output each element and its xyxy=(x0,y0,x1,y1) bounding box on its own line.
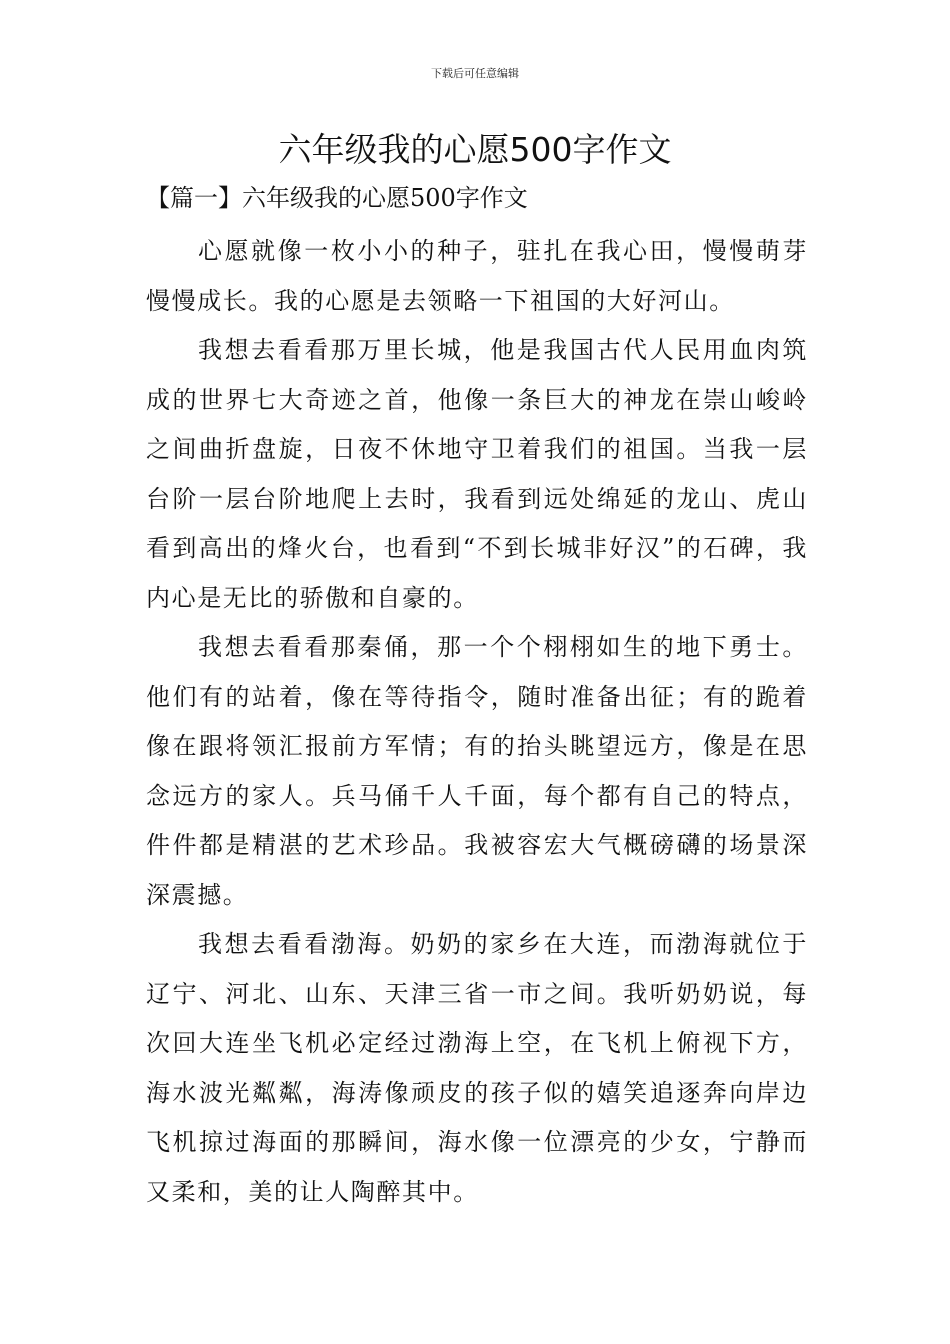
document-title: 六年级我的心愿500字作文 xyxy=(278,130,672,169)
paragraph-1: 心愿就像一枚小小的种子，驻扎在我心田，慢慢萌芽慢慢成长。我的心愿是去领略一下祖国的大好河山。 xyxy=(146,237,808,315)
paragraph-4: 我想去看看渤海。奶奶的家乡在大连，而渤海就位于辽宁、河北、山东、天津三省一市之间。我听奶奶说，每次回大连坐飞机必定经过渤海上空，在飞机上俯视下方，海水波光粼粼，海涛像顽皮的孩子似的嬉笑追逐奔向岸边飞机掠过海面的那瞬间，海水像一位漂亮的少女，宁静而又柔和，美的让人陶醉其中。 xyxy=(146,930,808,1206)
section-heading: 【篇一】六年级我的心愿500字作文 xyxy=(146,184,528,212)
paragraph-2: 我想去看看那万里长城，他是我国古代人民用血肉筑成的世界七大奇迹之首，他像一条巨大的神龙在崇山峻岭之间曲折盘旋，日夜不休地守卫着我们的祖国。当我一层台阶一层台阶地爬上去时，我看到远处绵延的龙山、虎山看到高出的烽火台，也看到“不到长城非好汉”的石碑，我内心是无比的骄傲和自豪的。 xyxy=(146,336,808,612)
paragraph-3: 我想去看看那秦俑，那一个个栩栩如生的地下勇士。他们有的站着，像在等待指令，随时准备出征；有的跪着像在跟将领汇报前方军情；有的抬头眺望远方，像是在思念远方的家人。兵马俑千人千面，每个都有自己的特点，件件都是精湛的艺术珍品。我被容宏大气概磅礴的场景深深震撼。 xyxy=(146,633,808,909)
header-note: 下载后可任意编辑 xyxy=(431,67,519,80)
essay-body xyxy=(146,227,808,1217)
